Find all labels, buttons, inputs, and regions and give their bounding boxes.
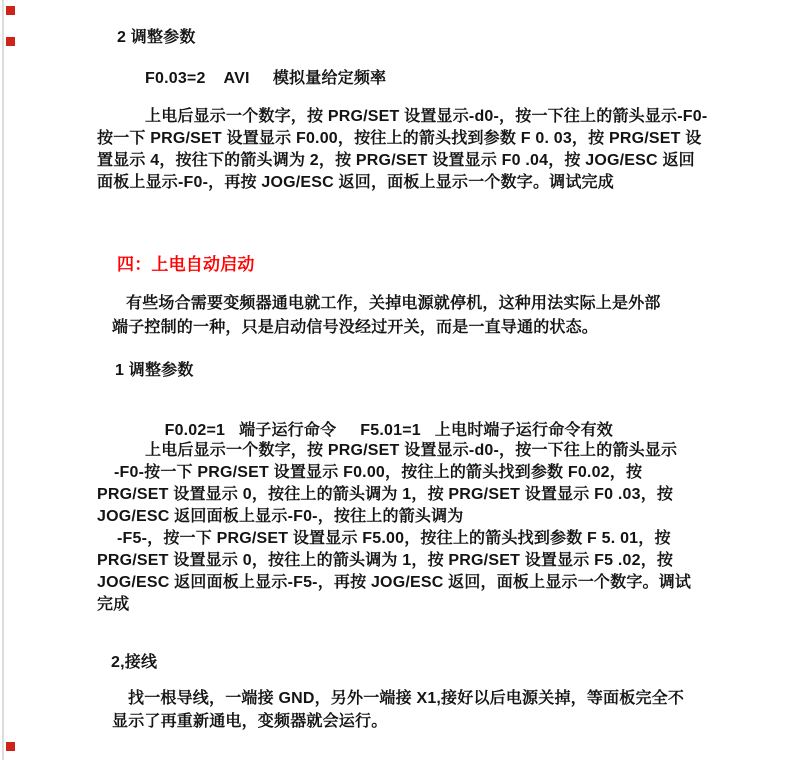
sub2-paragraph [112,687,684,733]
section4-heading: 四：上电自动启动 [117,255,255,274]
red-marker-icon [6,742,15,751]
paragraph-line: 面板上显示-F0-，再按 JOG/ESC 返回，面板上显示一个数字。调试完成 [97,174,614,191]
paragraph-line: 置显示 4，按往下的箭头调为 2，按 PRG/SET 设置显示 F0 .04，按 JOG/ESC 返回 [97,152,695,169]
paragraph-line: 找一根导线，一端接 GND，另外一端接 X1,接好以后电源关掉，等面板完全不 [128,690,685,707]
paragraph-line: 按一下 PRG/SET 设置显示 F0.00，按往上的箭头找到参数 F 0. 03，按 PRG/SET 设 [97,130,702,147]
section2-param-line: F0.03=2 AVI 模拟量给定频率 [145,70,387,87]
section2-heading: 2 调整参数 [117,29,196,46]
paragraph-line: 有些场合需要变频器通电就工作，关掉电源就停机，这种用法实际上是外部 [126,295,661,312]
paragraph-line: 显示了再重新通电，变频器就会运行。 [112,713,388,730]
paragraph-line: PRG/SET 设置显示 0，按往上的箭头调为 1，按 PRG/SET 设置显示 F5 .02，按 [97,552,674,569]
paragraph-line: -F0-按一下 PRG/SET 设置显示 F0.00，按往上的箭头找到参数 F0.02，按 [114,464,643,481]
red-marker-icon [6,37,15,46]
section2-paragraph [97,106,707,194]
paragraph-line: -F5-，按一下 PRG/SET 设置显示 F5.00，按往上的箭头找到参数 F 5. 01，按 [117,530,671,547]
red-marker-icon [6,6,15,15]
paragraph-line: JOG/ESC 返回面板上显示-F5-，再按 JOG/ESC 返回，面板上显示一个数字。调试 [97,574,692,591]
sub2-heading: 2,接线 [111,654,158,671]
sub1-paragraph [97,440,691,616]
param-f501: F5.01=1 上电时端子运行命令有效 [360,422,613,439]
section4-intro-paragraph [112,292,661,340]
paragraph-line: 上电后显示一个数字，按 PRG/SET 设置显示-d0-，按一下往上的箭头显示-F0- [145,108,708,125]
paragraph-line: JOG/ESC 返回面板上显示-F0-，按往上的箭头调为 [97,508,464,525]
param-f002: F0.02=1 端子运行命令 [164,422,337,439]
sub1-heading: 1 调整参数 [115,362,194,379]
paragraph-line: 端子控制的一种，只是启动信号没经过开关，而是一直导通的状态。 [112,319,599,336]
paragraph-line: PRG/SET 设置显示 0，按往上的箭头调为 1，按 PRG/SET 设置显示 F0 .03，按 [97,486,674,503]
paragraph-line: 完成 [97,596,130,613]
paragraph-line: 上电后显示一个数字，按 PRG/SET 设置显示-d0-，按一下往上的箭头显示 [145,442,678,459]
page-edge-line [2,0,4,760]
